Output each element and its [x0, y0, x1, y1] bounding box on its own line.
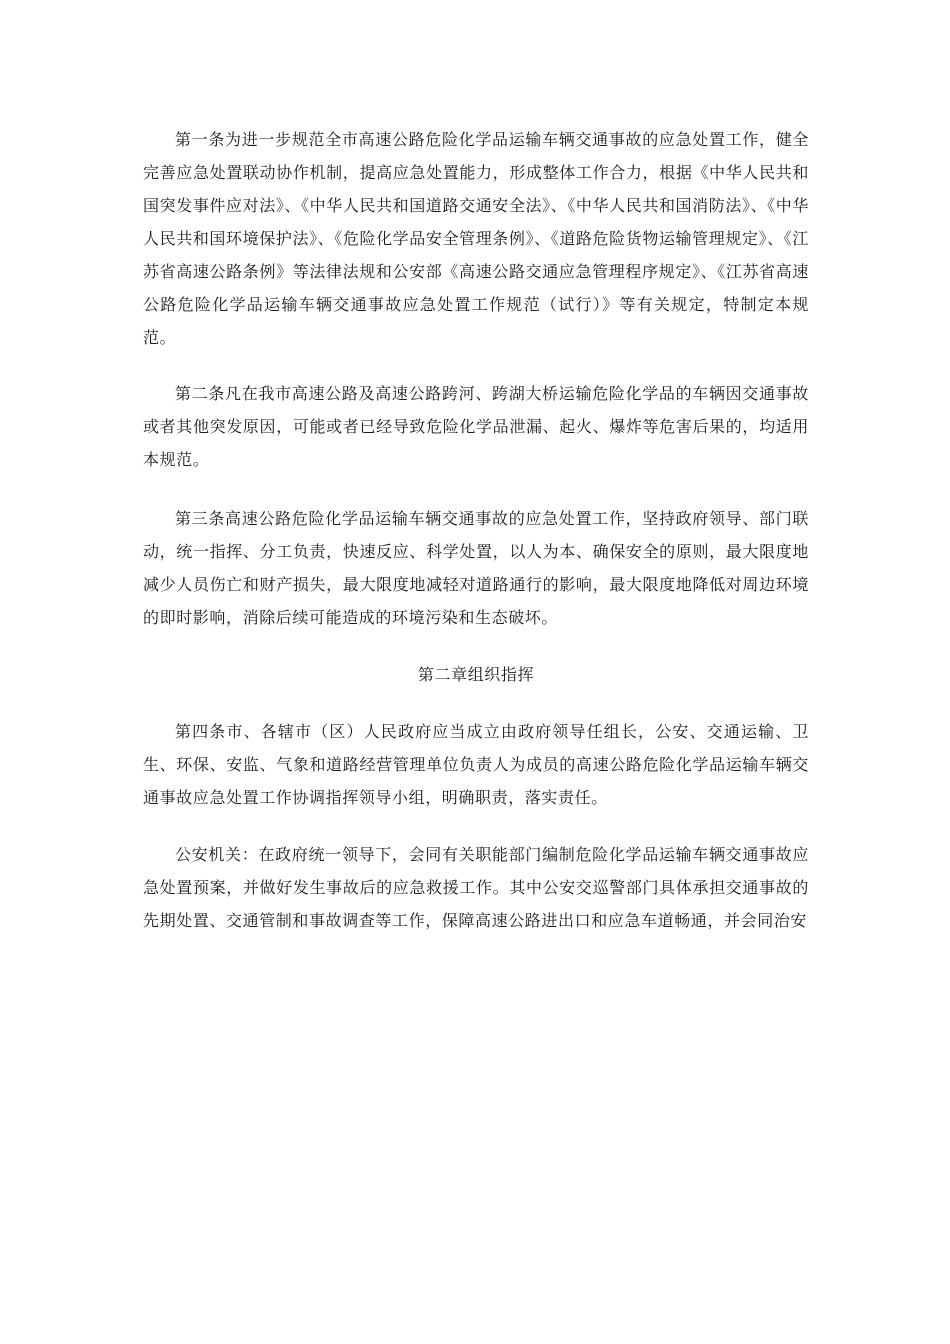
- article-2-paragraph: 第二条凡在我市高速公路及高速公路跨河、跨湖大桥运输危险化学品的车辆因交通事故或者其他突发原因，可能或者已经导致危险化学品泄漏、起火、爆炸等危害后果的，均适用本规范。: [143, 384, 809, 469]
- public-security-paragraph: 公安机关：在政府统一领导下，会同有关职能部门编制危险化学品运输车辆交通事故应急处置预案，并做好发生事故后的应急救援工作。其中公安交巡警部门具体承担交通事故的先期处置、交通管制和事故调查等工作，保障高速公路进出口和应急车道畅通，并会同治安: [143, 845, 809, 930]
- document-page: [143, 123, 809, 937]
- chapter-heading: 第二章组织指挥: [417, 665, 535, 684]
- article-1-paragraph: 第一条为进一步规范全市高速公路危险化学品运输车辆交通事故的应急处置工作，健全完善应急处置联动协作机制，提高应急处置能力，形成整体工作合力，根据《中华人民共和国突发事件应对法》、《中华人民共和国道路交通安全法》、《中华人民共和国消防法》、《中华人民共和国环境保护法》、《危险化学品安全管理条例》、《道路危险货物运输管理规定》、《江苏省高速公路条例》等法律法规和公安部《高速公路交通应急管理程序规定》、《江苏省高速公路危险化学品运输车辆交通事故应急处置工作规范（试行）》等有关规定，特制定本规范。: [143, 130, 809, 347]
- article-3-paragraph: 第三条高速公路危险化学品运输车辆交通事故的应急处置工作，坚持政府领导、部门联动，统一指挥、分工负责，快速反应、科学处置，以人为本、确保安全的原则，最大限度地减少人员伤亡和财产损失，最大限度地减轻对道路通行的影响，最大限度地降低对周边环境的即时影响，消除后续可能造成的环境污染和生态破坏。: [143, 509, 809, 627]
- article-4-paragraph: 第四条市、各辖市（区）人民政府应当成立由政府领导任组长，公安、交通运输、卫生、环保、安监、气象和道路经营管理单位负责人为成员的高速公路危险化学品运输车辆交通事故应急处置工作协调指挥领导小组，明确职责，落实责任。: [143, 722, 809, 807]
